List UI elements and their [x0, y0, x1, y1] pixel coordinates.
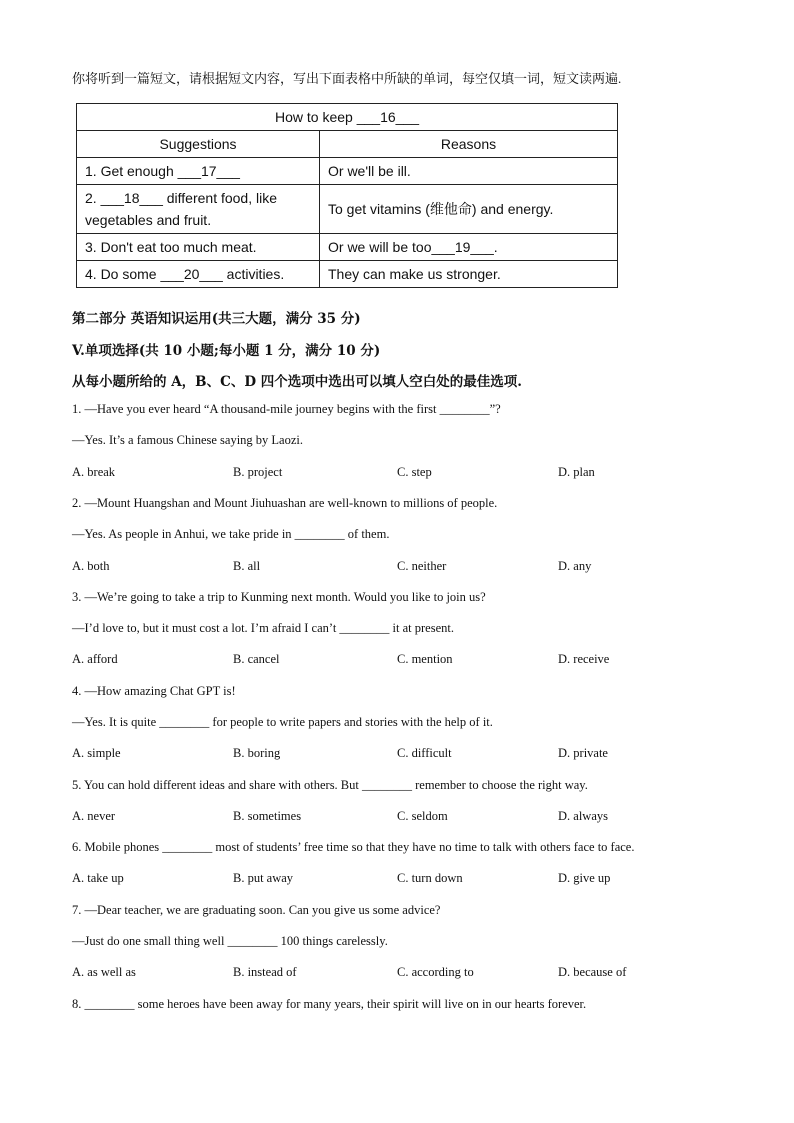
question-stem: 1. —Have you ever heard “A thousand-mile journey begins with the first ________”? — [72, 402, 501, 416]
question-reply: —Yes. It’s a famous Chinese saying by Laozi. — [72, 433, 303, 447]
option-b[interactable]: B. boring — [233, 746, 281, 760]
option-d[interactable]: D. receive — [558, 652, 610, 666]
question-stem: 2. —Mount Huangshan and Mount Jiuhuashan are well-known to millions of people. — [72, 496, 498, 510]
table-row — [77, 261, 618, 288]
reason-cell: They can make us stronger. — [320, 261, 618, 288]
reason-cell: Or we will be too___19___. — [320, 234, 618, 261]
option-c[interactable]: C. step — [397, 465, 432, 479]
question-stem: 8. ________ some heroes have been away for many years, their spirit will live on in our hearts forever. — [72, 997, 587, 1011]
option-a[interactable]: A. both — [72, 559, 110, 573]
option-d[interactable]: D. because of — [558, 965, 627, 979]
option-d[interactable]: D. always — [558, 809, 608, 823]
option-d[interactable]: D. give up — [558, 871, 611, 885]
suggestion-cell: 2. ___18___ different food, like vegetables and fruit. — [77, 185, 320, 234]
suggestion-cell: 3. Don't eat too much meat. — [77, 234, 320, 261]
reason-cell: Or we'll be ill. — [320, 158, 618, 185]
option-d[interactable]: D. private — [558, 746, 608, 760]
option-c[interactable]: C. turn down — [397, 871, 463, 885]
option-b[interactable]: B. all — [233, 559, 261, 573]
question-stem: 5. You can hold different ideas and share with others. But ________ remember to choose the right way. — [72, 778, 588, 792]
option-a[interactable]: A. take up — [72, 871, 124, 885]
section-five-heading: V.单项选择(共 10 小题;每小题 1 分，满分 10 分) — [72, 343, 381, 359]
option-a[interactable]: A. never — [72, 809, 116, 823]
option-a[interactable]: A. simple — [72, 746, 121, 760]
part-two-heading: 第二部分 英语知识运用(共三大题，满分 35 分) — [72, 311, 361, 327]
question-stem: 3. —We’re going to take a trip to Kunming next month. Would you like to join us? — [72, 590, 486, 604]
option-b[interactable]: B. project — [233, 465, 283, 479]
table-row — [77, 234, 618, 261]
question-reply: —Just do one small thing well ________ 100 things carelessly. — [72, 934, 388, 948]
option-a[interactable]: A. as well as — [72, 965, 136, 979]
option-b[interactable]: B. cancel — [233, 652, 280, 666]
suggestion-cell: 1. Get enough ___17___ — [77, 158, 320, 185]
reason-cell: To get vitamins (维他命) and energy. — [320, 185, 618, 234]
table-row — [77, 158, 618, 185]
question-stem: 6. Mobile phones ________ most of students’ free time so that they have no time to talk with others face to face. — [72, 840, 635, 854]
column-header-suggestions: Suggestions — [77, 131, 320, 158]
option-b[interactable]: B. sometimes — [233, 809, 302, 823]
listening-instruction: 你将听到一篇短文，请根据短文内容，写出下面表格中所缺的单词，每空仅填一词，短文读两遍. — [72, 71, 622, 86]
table-title: How to keep ___16___ — [77, 104, 618, 131]
question-stem: 4. —How amazing Chat GPT is! — [72, 684, 236, 698]
option-c[interactable]: C. difficult — [397, 746, 452, 760]
option-a[interactable]: A. afford — [72, 652, 118, 666]
suggestion-cell: 4. Do some ___20___ activities. — [77, 261, 320, 288]
question-reply: —Yes. It is quite ________ for people to write papers and stories with the help of it. — [72, 715, 493, 729]
option-d[interactable]: D. any — [558, 559, 592, 573]
question-reply: —I’d love to, but it must cost a lot. I’m afraid I can’t ________ it at present. — [72, 621, 454, 635]
question-stem: 7. —Dear teacher, we are graduating soon. Can you give us some advice? — [72, 903, 441, 917]
option-b[interactable]: B. put away — [233, 871, 294, 885]
option-c[interactable]: C. mention — [397, 652, 453, 666]
table-row — [77, 185, 618, 234]
column-header-reasons: Reasons — [320, 131, 618, 158]
question-reply: —Yes. As people in Anhui, we take pride in ________ of them. — [72, 527, 390, 541]
option-b[interactable]: B. instead of — [233, 965, 297, 979]
option-d[interactable]: D. plan — [558, 465, 595, 479]
option-c[interactable]: C. neither — [397, 559, 447, 573]
option-c[interactable]: C. according to — [397, 965, 474, 979]
listening-table — [76, 103, 618, 288]
option-a[interactable]: A. break — [72, 465, 116, 479]
option-c[interactable]: C. seldom — [397, 809, 448, 823]
section-five-instruction: 从每小题所给的 A，B、C、D 四个选项中选出可以填人空白处的最佳选项. — [72, 374, 522, 390]
